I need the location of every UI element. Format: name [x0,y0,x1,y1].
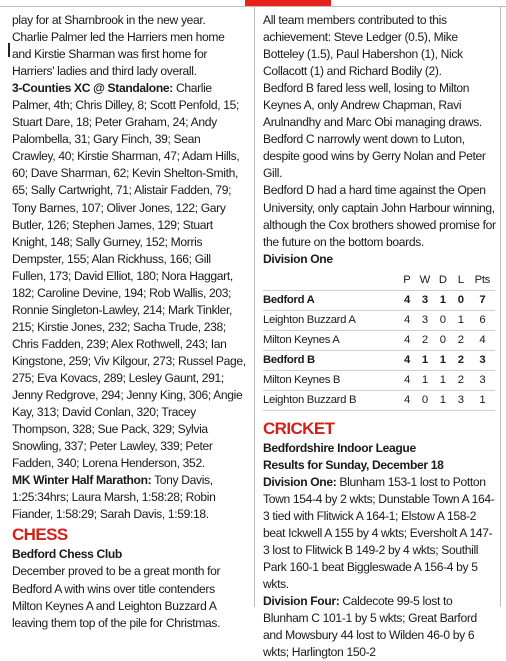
division-four-results [263,593,496,661]
mk-results [12,472,246,523]
cricket-league-title: Bedfordshire Indoor League [263,440,416,455]
lost-cell: 2 [452,370,470,390]
points-cell: 4 [470,330,495,350]
text-cursor [8,43,10,57]
table-row [263,350,495,370]
table-row [263,310,495,330]
lost-cell: 1 [452,310,470,330]
column-divider [254,6,255,607]
col-header-l: L [457,274,464,287]
xc-heading: 3-Counties XC @ Standalone: [12,81,173,96]
col-header-w: W [419,274,431,287]
won-cell: 2 [416,330,434,350]
right-edge-rule [500,6,501,607]
drawn-cell: 0 [434,310,452,330]
played-cell: 4 [398,290,416,310]
lost-cell: 0 [452,290,470,310]
right-para-4: Bedford D had a hard time against the Open University, only captain John Harbour winning, although the Cox brothers showed promise for the future on the bottom boards. [263,183,496,249]
cricket-results-heading: Results for Sunday, December 18 [263,457,444,472]
right-column [263,12,496,661]
team-col-header [263,272,398,291]
points-cell: 3 [470,350,495,370]
points-cell: 1 [470,390,495,410]
won-cell: 0 [416,390,434,410]
drawn-cell: 1 [434,390,452,410]
team-name-cell: Leighton Buzzard B [263,390,398,410]
chess-club-title: Bedford Chess Club [12,547,122,562]
lost-cell: 2 [452,330,470,350]
won-cell: 3 [416,310,434,330]
won-cell: 1 [416,350,434,370]
won-cell: 1 [416,370,434,390]
drawn-cell: 1 [434,350,452,370]
team-name-cell: Milton Keynes A [263,330,398,350]
table-row [263,390,495,410]
mk-heading: MK Winter Half Marathon: [12,473,152,488]
lost-cell: 2 [452,350,470,370]
team-name-cell: Leighton Buzzard A [263,310,398,330]
won-cell: 3 [416,290,434,310]
div1-text: Blunham 153-1 lost to Potton Town 154-4 by 2 wkts; Dunstable Town A 164-3 tied with Flitwick A 164-1; Elstow A 158-2 beat Ickwell A 155 by 4 wkts; Eversholt A 147-3 lost to Flitwick B 149-2 by 4 wkts; Southill Park 160-1 beat Biggleswade A 156-4 by 5 wkts. [263,474,495,592]
left-column [12,12,246,632]
played-cell: 4 [398,330,416,350]
xc-results-text: Charlie Palmer, 4th; Chris Dilley, 8; Scott Penfold, 15; Stuart Dare, 18; Peter Graham, 24; Andy Palombella, 31; Gary Finch, 39; Sean Crawley, 40; Kirstie Sharman, 47; Adam Hills, 60; Dave Sharman, 62; Kevin Shelton-Smith, 65; Sally Cartwright, 71; Alistair Fadden, 79; Tony Barnes, 107; Oliver Jones, 122; Gary Butler, 126; Stephen James, 129; Stuart Knight, 148; Sally Gurney, 152; Morris Dempster, 155; Alan Rickhuss, 166; Gill Fullen, 173; David Elliot, 180; Nora Haggart, 182; Caroline Devine, 194; Rob Wallis, 203; Ronnie Singleton-Lawley, 214; Mark Tinkler, 215; Kirstie Jones, 232; Sacha Trude, 238; Chris Fadden, 239; Alex Rothwell, 243; Ian Kingstone, 259; Viv Kilgour, 273; Russel Page, 275; Eva Kovacs, 289; Lesley Gaunt, 291; Jenny Redgrove, 294; Jenny King, 306; Angie Kay, 313; David Conlan, 320; Tracey Thompson, 328; Sue Pack, 329; Sylvia Snowling, 337; Peter Lawley, 339; Peter Fadden, 340; Lorena Henderson, 352. [12,81,246,471]
table-row [263,330,495,350]
league-table-header [263,272,495,291]
points-cell: 7 [470,290,495,310]
top-rule [0,6,506,7]
left-para-2: Charlie Palmer led the Harriers men home and Kirstie Sharman was first home for Harriers' ladies and third lady overall. [12,30,225,79]
division-one-heading: Division One [263,251,333,266]
league-table [263,272,495,411]
div4-text: Caldecote 99-5 lost to Blunham C 101-1 by 5 wkts; Great Barford and Mowsbury 44 lost to Wilden 46-0 by 6 wkts; Harlington 150-2 [263,594,477,660]
played-cell: 4 [398,310,416,330]
table-row [263,370,495,390]
cricket-heading: CRICKET [263,418,335,438]
drawn-cell: 1 [434,370,452,390]
col-header-pts: Pts [474,274,491,287]
right-para-3: Bedford C narrowly went down to Luton, despite good wins by Gerry Nolan and Peter Gill. [263,132,486,181]
mk-results-text: Tony Davis, 1:25:34hrs; Laura Marsh, 1:58:28; Robin Fiander, 1:58:29; Sarah Davis, 1:59:18. [12,473,216,522]
team-name-cell: Milton Keynes B [263,370,398,390]
col-header-p: P [403,274,411,287]
left-para-1: play for at Sharnbrook in the new year. [12,13,206,27]
chess-text: December proved to be a great month for Bedford A with wins over title contenders Milton Keynes A and Leighton Buzzard A leaving them top of the pile for Christmas. [12,564,221,630]
played-cell: 4 [398,390,416,410]
team-name-cell: Bedford A [263,290,398,310]
team-name-cell: Bedford B [263,350,398,370]
division-one-results [263,474,496,593]
chess-heading: CHESS [12,525,68,545]
lost-cell: 3 [452,390,470,410]
played-cell: 4 [398,350,416,370]
drawn-cell: 0 [434,330,452,350]
right-para-1: All team members contributed to this achievement: Steve Ledger (0.5), Mike Botteley (1.5), Paul Habershon (1), Nick Collacott (1) and Richard Bodily (2). [263,13,463,79]
points-cell: 3 [470,370,495,390]
xc-results [12,80,246,472]
div4-label: Division Four: [263,594,340,609]
table-row [263,290,495,310]
div1-label: Division One: [263,474,337,489]
right-para-2: Bedford B fared less well, losing to Milton Keynes A, only Andrew Chapman, Ravi Arulnandhy and Marc Obi managing draws. [263,81,482,130]
points-cell: 6 [470,310,495,330]
played-cell: 4 [398,370,416,390]
drawn-cell: 1 [434,290,452,310]
col-header-d: D [438,274,447,287]
